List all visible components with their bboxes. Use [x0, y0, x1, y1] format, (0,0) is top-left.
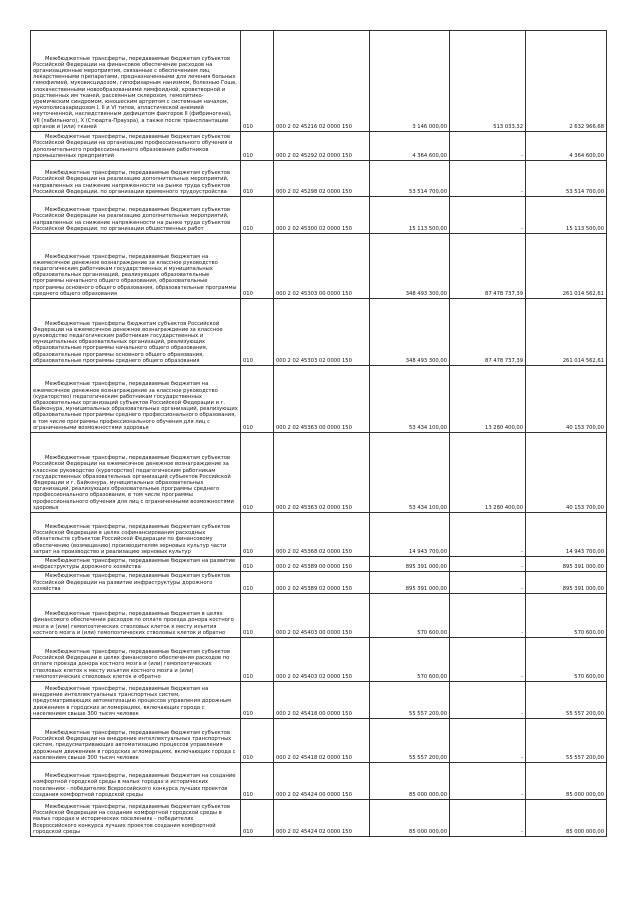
- table-row: [31, 594, 607, 638]
- table-row: [31, 763, 607, 800]
- row-budget-classification-code: 000 2 02 45424 00 0000 150: [274, 763, 370, 800]
- row-executed-amount: 87 478 737,39: [450, 299, 526, 366]
- table-row: [31, 513, 607, 557]
- row-line-code: 010: [241, 594, 274, 638]
- row-approved-amount: 53 514 700,00: [370, 161, 450, 197]
- row-budget-classification-code: 000 2 02 45403 00 0000 150: [274, 594, 370, 638]
- table-row: [31, 682, 607, 719]
- row-budget-classification-code: 000 2 02 45368 02 0000 150: [274, 513, 370, 557]
- row-executed-amount: -: [450, 800, 526, 837]
- table-row: [31, 433, 607, 513]
- row-line-code: 010: [241, 299, 274, 366]
- table-row: [31, 161, 607, 197]
- row-description: Межбюджетные трансферты, передаваемые бюджетам субъектов Российской Федерации в целях финансового обеспечения расходов по оплате проезда донора костного мозга и (или) гемопоэтических стволовых клеток к месту изъятия костного мозга и (или) гемопоэтических стволовых клеток и обратно: [31, 638, 241, 682]
- row-approved-amount: 55 557 200,00: [370, 719, 450, 763]
- row-executed-amount: -: [450, 161, 526, 197]
- row-unexecuted-amount: 55 557 200,00: [526, 719, 607, 763]
- row-budget-classification-code: 000 2 02 45303 02 0000 150: [274, 299, 370, 366]
- row-approved-amount: 4 364 600,00: [370, 132, 450, 161]
- row-approved-amount: 85 000 000,00: [370, 763, 450, 800]
- row-unexecuted-amount: 40 153 700,00: [526, 366, 607, 433]
- row-unexecuted-amount: 261 014 562,61: [526, 299, 607, 366]
- row-line-code: 010: [241, 638, 274, 682]
- row-description: Межбюджетные трансферты, передаваемые бюджетам субъектов Российской Федерации на реализацию дополнительных мероприятий, направленных на снижение напряженности на рынке труда субъектов Российской Федерации, по организации временного трудоустройства: [31, 161, 241, 197]
- row-line-code: 010: [241, 800, 274, 837]
- table-row: [31, 366, 607, 433]
- row-line-code: 010: [241, 682, 274, 719]
- row-description: Межбюджетные трансферты, передаваемые бюджетам на развитие инфраструктуры дорожного хозяйства: [31, 557, 241, 572]
- row-description: Межбюджетные трансферты, передаваемые бюджетам субъектов Российской Федерации на внедрение интеллектуальных транспортных систем, предусматривающих автоматизацию процессов управления дорожным движением в городских агломерациях, включающих города с населением свыше 300 тысяч человек: [31, 719, 241, 763]
- row-budget-classification-code: 000 2 02 45292 02 0000 150: [274, 132, 370, 161]
- row-unexecuted-amount: 895 391 000,00: [526, 572, 607, 594]
- row-executed-amount: -: [450, 132, 526, 161]
- table-row: [31, 800, 607, 837]
- row-line-code: 010: [241, 557, 274, 572]
- table-row: [31, 638, 607, 682]
- row-line-code: 010: [241, 572, 274, 594]
- row-line-code: 010: [241, 763, 274, 800]
- row-approved-amount: 570 600,00: [370, 638, 450, 682]
- table-body: [31, 31, 607, 837]
- row-budget-classification-code: 000 2 02 45363 00 0000 150: [274, 366, 370, 433]
- row-executed-amount: -: [450, 719, 526, 763]
- table-row: [31, 557, 607, 572]
- row-unexecuted-amount: 2 632 966,68: [526, 31, 607, 132]
- row-budget-classification-code: 000 2 02 45403 02 0000 150: [274, 638, 370, 682]
- row-description: Межбюджетные трансферты, передаваемые бюджетам в целях финансового обеспечения расходов по оплате проезда донора костного мозга и (или) гемопоэтических стволовых клеток к месту изъятия костного мозга и (или) гемопоэтических стволовых клеток и обратно: [31, 594, 241, 638]
- table-row: [31, 572, 607, 594]
- row-approved-amount: 15 113 500,00: [370, 197, 450, 234]
- row-budget-classification-code: 000 2 02 45389 00 0000 150: [274, 557, 370, 572]
- row-executed-amount: -: [450, 638, 526, 682]
- table-row: [31, 719, 607, 763]
- row-description: Межбюджетные трансферты, передаваемые бюджетам на создание комфортной городской среды в малых городах и исторических поселениях - победителях Всероссийского конкурса лучших проектов создания комфортной городской среды: [31, 763, 241, 800]
- row-approved-amount: 14 943 700,00: [370, 513, 450, 557]
- table-row: [31, 132, 607, 161]
- row-description: Межбюджетные трансферты, передаваемые бюджетам на внедрение интеллектуальных транспортных систем, предусматривающих автоматизацию процессов управления дорожным движением в городских агломерациях, включающих города с населением свыше 300 тысяч человек: [31, 682, 241, 719]
- row-executed-amount: -: [450, 197, 526, 234]
- row-budget-classification-code: 000 2 02 45300 02 0000 150: [274, 197, 370, 234]
- row-unexecuted-amount: 55 557 200,00: [526, 682, 607, 719]
- row-description: Межбюджетные трансферты, передаваемые бюджетам субъектов Российской Федерации на развитие инфраструктуры дорожного хозяйства: [31, 572, 241, 594]
- row-description: Межбюджетные трансферты, передаваемые бюджетам на ежемесячное денежное вознаграждение за классное руководство педагогическим работникам государственных и муниципальных образовательных организаций, реализующих образовательные программы начального общего образования, образовательные программы основного общего образования, образовательные программы среднего общего образования: [31, 234, 241, 299]
- row-approved-amount: 85 000 000,00: [370, 800, 450, 837]
- row-description: Межбюджетные трансферты, передаваемые бюджетам на ежемесячное денежное вознаграждение за классное руководство (кураторство) педагогическим работникам государственных образовательных организаций субъектов Российской Федерации и г. Байконура, муниципальных образовательных организаций, реализующих образовательные программы среднего профессионального образования, в том числе программы профессионального обучения для лиц с ограниченными возможностями здоровья: [31, 366, 241, 433]
- row-unexecuted-amount: 14 943 700,00: [526, 513, 607, 557]
- row-budget-classification-code: 000 2 02 45424 02 0000 150: [274, 800, 370, 837]
- row-unexecuted-amount: 85 000 000,00: [526, 800, 607, 837]
- row-approved-amount: 55 557 200,00: [370, 682, 450, 719]
- table-row: [31, 31, 607, 132]
- table-row: [31, 197, 607, 234]
- row-executed-amount: -: [450, 594, 526, 638]
- row-line-code: 010: [241, 433, 274, 513]
- table-row: [31, 299, 607, 366]
- row-line-code: 010: [241, 513, 274, 557]
- row-budget-classification-code: 000 2 02 45389 02 0000 150: [274, 572, 370, 594]
- row-description: Межбюджетные трансферты, передаваемые бюджетам субъектов Российской Федерации на финансовое обеспечение расходов на организационные мероприятия, связанные с обеспечением лиц лекарственными препаратами, предназначенными для лечения больных гемофилией, муковисцидозом, гипофизарным нанизмом, болезнью Гоше, злокачественными новообразованиями лимфоидной, кроветворной и родственных им тканей, рассеянным склерозом, гемолитико-уремическим синдромом, юношеским артритом с системным началом, мукополисахаридозом I, II и VI типов, апластической анемией неуточненной, наследственным дефицитом факторов II (фибриногена), VII (лабильного), X (Стюарта-Прауэра), а также после трансплантации органов и (или) тканей: [31, 31, 241, 132]
- row-line-code: 010: [241, 197, 274, 234]
- row-description: Межбюджетные трансферты, передаваемые бюджетам субъектов Российской Федерации в целях софинансирования расходных обязательств субъектов Российской Федерации по финансовому обеспечению (возмещению) производителям зерновых культур части затрат на производство и реализацию зерновых культур: [31, 513, 241, 557]
- row-executed-amount: 87 478 737,39: [450, 234, 526, 299]
- table-row: [31, 234, 607, 299]
- row-executed-amount: 513 033,32: [450, 31, 526, 132]
- row-budget-classification-code: 000 2 02 45303 00 0000 150: [274, 234, 370, 299]
- row-line-code: 010: [241, 366, 274, 433]
- row-description: Межбюджетные трансферты бюджетам субъектов Российской Федерации на ежемесячное денежное вознаграждение за классное руководство педагогическим работникам государственных и муниципальных образовательных организаций, реализующих образовательные программы начального общего образования, образовательные программы основного общего образования, образовательные программы среднего общего образования: [31, 299, 241, 366]
- row-approved-amount: 53 434 100,00: [370, 433, 450, 513]
- row-approved-amount: 3 146 000,00: [370, 31, 450, 132]
- row-budget-classification-code: 000 2 02 45363 02 0000 150: [274, 433, 370, 513]
- budget-execution-table: [30, 30, 607, 837]
- row-unexecuted-amount: 15 113 500,00: [526, 197, 607, 234]
- row-approved-amount: 348 493 300,00: [370, 234, 450, 299]
- row-executed-amount: -: [450, 513, 526, 557]
- row-executed-amount: -: [450, 763, 526, 800]
- row-budget-classification-code: 000 2 02 45216 02 0000 150: [274, 31, 370, 132]
- row-description: Межбюджетные трансферты, передаваемые бюджетам субъектов Российской Федерации на реализацию дополнительных мероприятий, направленных на снижение напряженности на рынке труда субъектов Российской Федерации, по организации общественных работ: [31, 197, 241, 234]
- row-approved-amount: 53 434 100,00: [370, 366, 450, 433]
- row-executed-amount: 13 280 400,00: [450, 366, 526, 433]
- row-unexecuted-amount: 895 391 000,00: [526, 557, 607, 572]
- row-executed-amount: -: [450, 682, 526, 719]
- row-executed-amount: -: [450, 572, 526, 594]
- row-approved-amount: 348 493 300,00: [370, 299, 450, 366]
- row-budget-classification-code: 000 2 02 45418 00 0000 150: [274, 682, 370, 719]
- row-line-code: 010: [241, 31, 274, 132]
- row-unexecuted-amount: 53 514 700,00: [526, 161, 607, 197]
- row-line-code: 010: [241, 234, 274, 299]
- row-unexecuted-amount: 4 364 600,00: [526, 132, 607, 161]
- row-line-code: 010: [241, 719, 274, 763]
- row-unexecuted-amount: 570 600,00: [526, 638, 607, 682]
- row-budget-classification-code: 000 2 02 45418 02 0000 150: [274, 719, 370, 763]
- row-executed-amount: 13 280 400,00: [450, 433, 526, 513]
- row-line-code: 010: [241, 132, 274, 161]
- row-approved-amount: 570 600,00: [370, 594, 450, 638]
- row-approved-amount: 895 391 000,00: [370, 557, 450, 572]
- row-budget-classification-code: 000 2 02 45298 02 0000 150: [274, 161, 370, 197]
- row-unexecuted-amount: 40 153 700,00: [526, 433, 607, 513]
- row-line-code: 010: [241, 161, 274, 197]
- row-unexecuted-amount: 261 014 562,61: [526, 234, 607, 299]
- row-description: Межбюджетные трансферты, передаваемые бюджетам субъектов Российской Федерации на создание комфортной городской среды в малых городах и исторических поселениях - победителях Всероссийского конкурса лучших проектов создания комфортной городской среды: [31, 800, 241, 837]
- row-description: Межбюджетные трансферты, передаваемые бюджетам субъектов Российской Федерации на организацию профессионального обучения и дополнительного профессионального образования работников промышленных предприятий: [31, 132, 241, 161]
- row-approved-amount: 895 391 000,00: [370, 572, 450, 594]
- row-unexecuted-amount: 85 000 000,00: [526, 763, 607, 800]
- row-description: Межбюджетные трансферты, передаваемые бюджетам субъектов Российской Федерации на ежемесячное денежное вознаграждение за классное руководство (кураторство) педагогическим работникам государственных образовательных организаций субъектов Российской Федерации и г. Байконура, муниципальных образовательных организаций, реализующих образовательные программы среднего профессионального образования, в том числе программы профессионального обучения для лиц с ограниченными возможностями здоровья: [31, 433, 241, 513]
- row-executed-amount: -: [450, 557, 526, 572]
- row-unexecuted-amount: 570 600,00: [526, 594, 607, 638]
